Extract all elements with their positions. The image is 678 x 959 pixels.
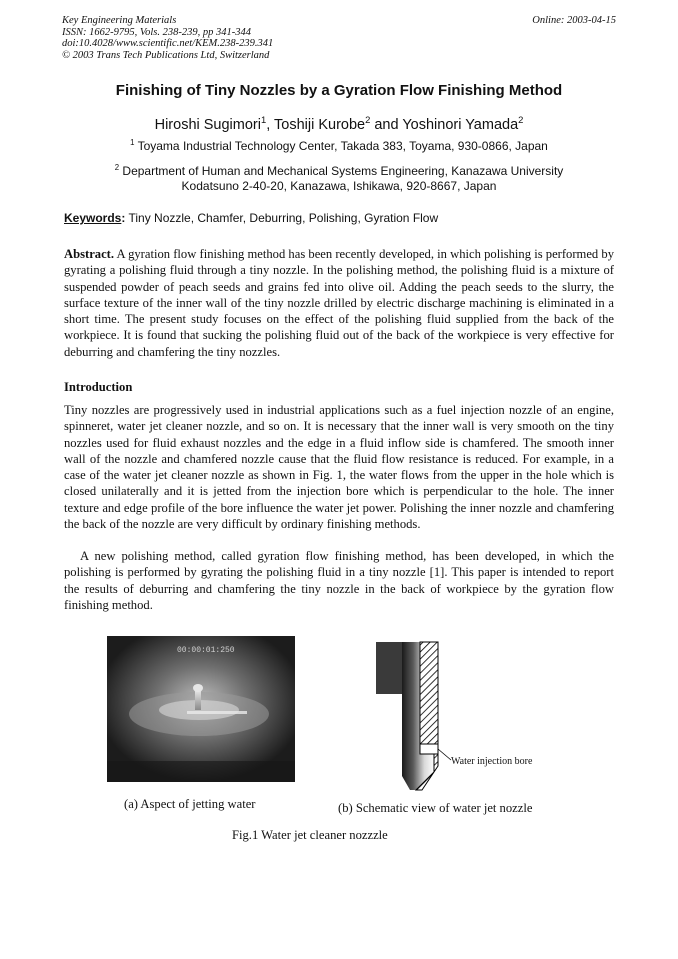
- author-separator: ,: [266, 116, 275, 133]
- keywords-colon: :: [121, 211, 126, 225]
- author-affiliation-mark: 2: [365, 114, 371, 125]
- issn: ISSN: 1662-9795, Vols. 238-239, pp 341-344: [62, 26, 251, 38]
- affiliation-1: [40, 138, 638, 153]
- jetting-water-photo: [107, 636, 295, 782]
- author-list: [40, 114, 638, 133]
- online-date: Online: 2003-04-15: [532, 15, 616, 26]
- affiliation-2: [40, 160, 638, 194]
- keywords-label: Keywords: [64, 211, 122, 225]
- nozzle-schematic: [372, 636, 552, 796]
- doi: doi:10.4028/www.scientific.net/KEM.238-239.341: [62, 38, 274, 49]
- nozzle-head: [376, 642, 402, 694]
- leader-line: [438, 749, 451, 760]
- author-separator: and: [370, 116, 403, 133]
- introduction-paragraph-2: A new polishing method, called gyration flow finishing method, has been developed, in which the polishing is performed by gyrating the polishing fluid in a tiny nozzle [1]. This paper is intended to report the results of deburring and chamfering the tiny nozzle in the back of workpiece by the gyration flow finishing method.: [64, 549, 614, 612]
- abstract-text: A gyration flow finishing method has been recently developed, in which polishing is performed by gyrating a polishing fluid through a tiny nozzle. In the polishing method, the polishing fluid is a mixture of suspended powder of peach seeds and grains fed into olive oil. Adding the peach seeds to the slurry, the surface texture of the inner wall of the tiny nozzle drilled by electric discharge machining is eliminated in a short time. The present study focuses on the effect of the polishing fluid supplied from the back of the workpiece. It is found that sucking the polishing fluid out of the back of the workpiece is very effective for deburring and chamfering the tiny nozzles.: [64, 247, 614, 359]
- section-heading-introduction: Introduction: [64, 380, 133, 394]
- bore-label: Water injection bore: [451, 756, 533, 767]
- affiliation-text: Toyama Industrial Technology Center, Takada 383, Toyama, 930-0866, Japan: [134, 139, 548, 153]
- copyright: © 2003 Trans Tech Publications Ltd, Switzerland: [62, 49, 270, 61]
- introduction-paragraph-1: Tiny nozzles are progressively used in industrial applications such as a fuel injection nozzle of an engine, spinneret, water jet cleaner nozzle, and so on. It is necessary that the inner wall is very smooth on the tiny nozzles used for fluid exhaust nozzles and the edge in a fluid inflow side is chamfered. The smooth inner wall of the nozzle and chamfered nozzle cause that the fluid flow resistance is reduced. For example, in a case of the water jet cleaner nozzle as shown in Fig. 1, the water flows from the upper in the hole which is closed unilaterally and it is jetted from the injection bore which is perpendicular to the hole. The inner texture and edge profile of the bore influence the water jet power. Polishing the inner nozzle and chamfering the back of the nozzle are very difficult by ordinary finishing methods.: [64, 403, 614, 532]
- author-name: Yoshinori Yamada: [402, 116, 519, 133]
- author-name: Toshiji Kurobe: [274, 116, 366, 133]
- affiliation-text: Department of Human and Mechanical Systems Engineering, Kanazawa University: [119, 164, 564, 178]
- caption-b: (b) Schematic view of water jet nozzle: [338, 801, 533, 815]
- paper-title: Finishing of Tiny Nozzles by a Gyration Flow Finishing Method: [115, 82, 563, 99]
- affiliation-mark: 1: [130, 138, 135, 147]
- injection-bore: [420, 744, 438, 754]
- affiliation-mark: 2: [114, 163, 120, 172]
- keywords: [64, 211, 438, 225]
- abstract-label: Abstract.: [64, 247, 115, 261]
- author-affiliation-mark: 2: [518, 114, 524, 125]
- journal-name: Key Engineering Materials: [62, 15, 177, 26]
- keywords-text: Tiny Nozzle, Chamfer, Deburring, Polishing, Gyration Flow: [125, 211, 439, 225]
- affiliation-address: Kodatsuno 2-40-20, Kanazawa, Ishikawa, 920-8667, Japan: [181, 179, 497, 193]
- journal-header: [62, 15, 273, 61]
- figure-caption: Fig.1 Water jet cleaner nozzzle: [232, 828, 388, 842]
- photo-timestamp: 00:00:01:250: [177, 646, 235, 655]
- caption-a: (a) Aspect of jetting water: [124, 797, 256, 811]
- abstract: [64, 246, 614, 360]
- author-affiliation-mark: 1: [260, 114, 267, 125]
- author-name: Hiroshi Sugimori: [154, 116, 261, 133]
